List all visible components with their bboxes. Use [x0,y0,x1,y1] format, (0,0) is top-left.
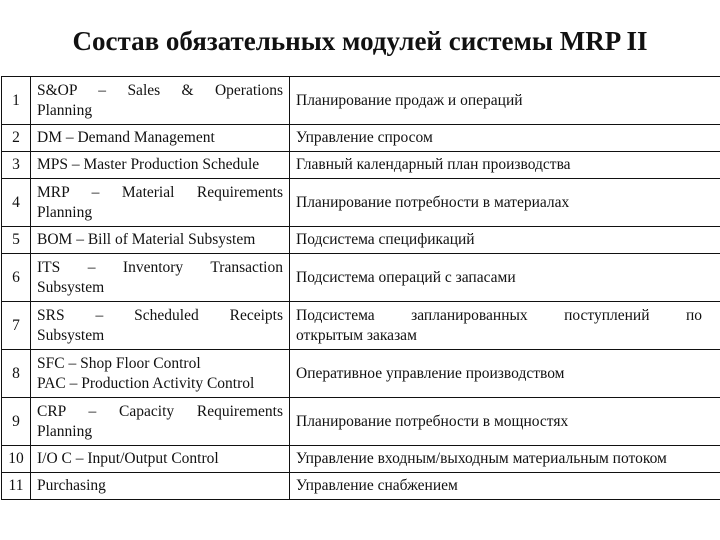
row-number: 10 [2,446,31,473]
row-number: 11 [2,473,31,500]
row-number: 6 [2,254,31,302]
module-description: Управление снабжением [290,473,720,500]
table-row [2,125,720,152]
module-code [31,77,290,125]
row-number: 9 [2,398,31,446]
module-code [31,350,290,398]
module-description [290,302,720,350]
module-description: Планирование продаж и операций [290,77,720,125]
module-description: Управление спросом [290,125,720,152]
row-number: 7 [2,302,31,350]
table-row [2,77,720,125]
table-row [2,179,720,227]
module-code [31,302,290,350]
module-code-line: Planning [37,203,93,221]
row-number: 4 [2,179,31,227]
row-number: 2 [2,125,31,152]
module-code [31,254,290,302]
module-code-line: S&OP – Sales & Operations [37,81,283,99]
table-row [2,227,720,254]
module-description: Планирование потребности в мощностях [290,398,720,446]
table-row [2,350,720,398]
module-code-line: ITS – Inventory Transaction [37,258,283,276]
module-description: Подсистема спецификаций [290,227,720,254]
module-code: BOM – Bill of Material Subsystem [31,227,290,254]
table-row [2,473,720,500]
module-description-line: открытым заказам [296,326,417,344]
module-code-line: CRP – Capacity Requirements [37,402,283,420]
module-description: Главный календарный план производства [290,152,720,179]
module-description: Оперативное управление производством [290,350,720,398]
module-code [31,398,290,446]
module-code-line: Subsystem [37,326,105,344]
module-code-line: PAC – Production Activity Control [37,374,255,392]
table-row [2,152,720,179]
module-description: Подсистема операций с запасами [290,254,720,302]
modules-table [1,76,720,500]
module-description: Управление входным/выходным материальным потоком [290,446,720,473]
module-description-line: Подсистема запланированных поступлений по [296,306,702,324]
module-code: Purchasing [31,473,290,500]
module-code [31,179,290,227]
table-row [2,302,720,350]
module-code: MPS – Master Production Schedule [31,152,290,179]
module-code-line: Planning [37,101,93,119]
module-code-line: Planning [37,422,93,440]
module-code: DM – Demand Management [31,125,290,152]
module-code-line: SFC – Shop Floor Control [37,354,201,372]
module-code-line: SRS – Scheduled Receipts [37,306,283,324]
module-description: Планирование потребности в материалах [290,179,720,227]
page-title: Состав обязательных модулей системы MRP II [72,26,648,56]
row-number: 1 [2,77,31,125]
table-row [2,398,720,446]
table-row [2,446,720,473]
row-number: 5 [2,227,31,254]
module-code: I/O C – Input/Output Control [31,446,290,473]
row-number: 8 [2,350,31,398]
row-number: 3 [2,152,31,179]
module-code-line: MRP – Material Requirements [37,183,283,201]
module-code-line: Subsystem [37,278,105,296]
table-row [2,254,720,302]
